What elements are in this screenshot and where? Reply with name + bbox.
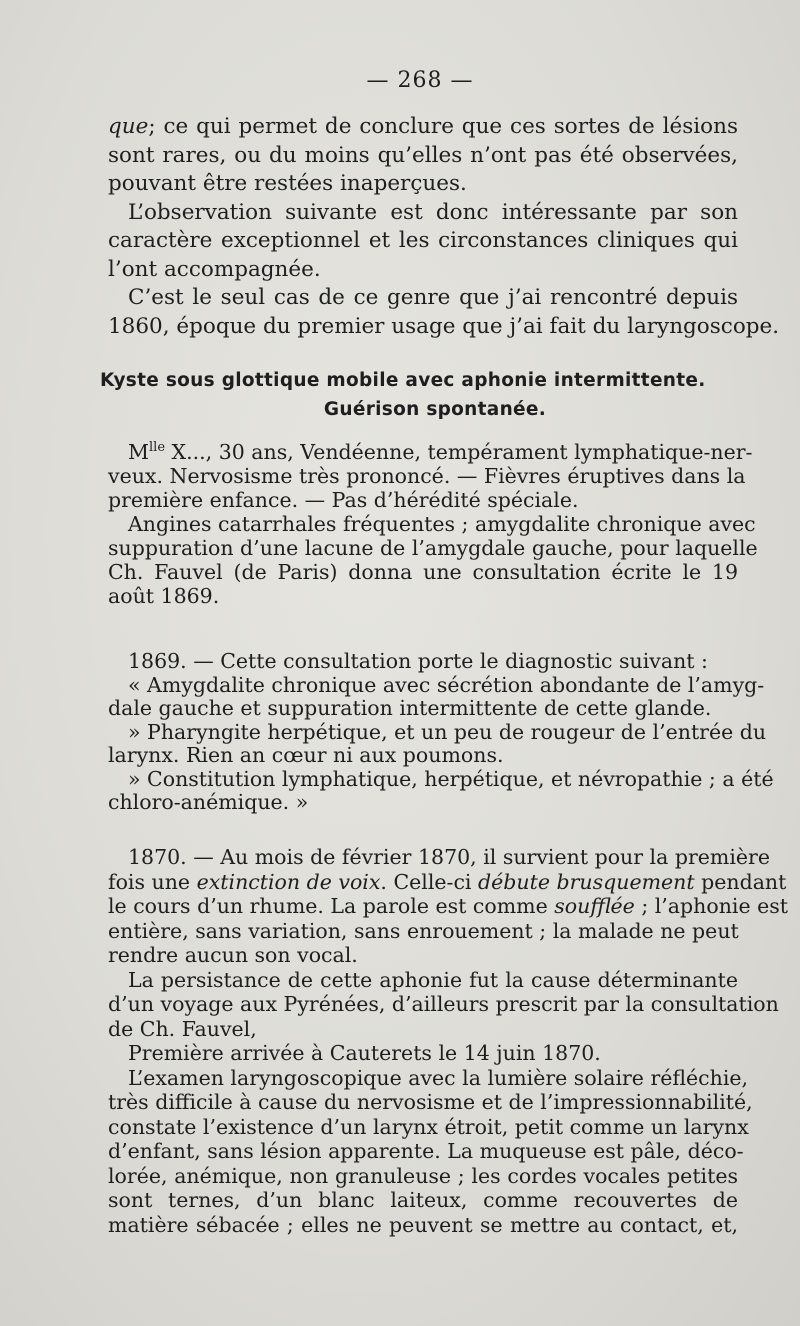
text-line: sont rares, ou du moins qu’elles n’ont pas été observées, [108,142,738,168]
text-line: L’observation suivante est donc intéressante par son [128,199,738,225]
page-number: — 268 — [366,68,474,93]
consultation-text [108,649,774,815]
text-line: $M^{lle}$ X..., 30 ans, Vendéenne, tempérament lymphatique-ner- [128,440,753,464]
italic-text: soufflée [554,894,635,918]
intro-text [108,113,780,341]
text-line: entière, sans variation, sans enrouement ; la malade ne peut [108,918,739,943]
text-line: « Amygdalite chronique avec sécrétion abondante de l’amyg- [128,672,765,697]
section-heading [100,366,740,424]
italic-text: que [108,114,149,139]
text-line: première enfance. — Pas d’hérédité spéciale. [108,488,579,512]
text-line: d’un voyage aux Pyrénées, d’ailleurs prescrit par la consultation [108,992,779,1016]
text-line: l’ont accompagnée. [108,256,321,282]
case-description [108,440,758,608]
text-line: constate l’existence d’un larynx étroit, petit comme un larynx [108,1114,749,1139]
text-line: dale gauche et suppuration intermittente de cette glande. [108,696,712,720]
text-line: fois une extinction de voix. Celle-ci débute brusquement pendant [108,869,787,894]
heading-line-1: Kyste sous glottique mobile avec aphonie intermittente. [100,370,706,391]
text-line: que; ce qui permet de conclure que ces sortes de lésions [108,114,738,139]
text-line: chloro-anémique. » [108,790,309,814]
text-line: C’est le seul cas de ce genre que j’ai rencontré depuis [128,285,738,310]
text-line: caractère exceptionnel et les circonstances cliniques qui [108,228,738,253]
text-line: pouvant être restées inaperçues. [108,171,467,196]
text-line: rendre aucun son vocal. [108,943,358,967]
text-line: sont ternes, d’un blanc laiteux, comme recouvertes de [108,1188,738,1212]
text-line: 1870. — Au mois de février 1870, il survient pour la première [128,845,770,869]
superscript: lle [149,440,166,456]
evolution-text [108,845,788,1237]
text-line: larynx. Rien an cœur ni aux poumons. [108,743,504,767]
italic-text: extinction de voix [196,869,381,894]
heading-line-2: Guérison spontanée. [323,399,547,420]
text-line: » Pharyngite herpétique, et un peu de rougeur de l’entrée du [128,719,767,744]
text-line: août 1869. [108,584,220,608]
text-line: 1869. — Cette consultation porte le diagnostic suivant : [128,649,708,673]
text-line: le cours d’un rhume. La parole est comme soufflée ; l’aphonie est [108,894,788,918]
text-line: La persistance de cette aphonie fut la cause déterminante [128,967,738,992]
text-line: Ch. Fauvel (de Paris) donna une consultation écrite le 19 [108,560,738,584]
text-line: » Constitution lymphatique, herpétique, et névropathie ; a été [128,766,774,791]
text-line: très difficile à cause du nervosisme et de l’impressionnabilité, [108,1090,753,1114]
text-line: d’enfant, sans lésion apparente. La muqueuse est pâle, déco- [108,1139,744,1163]
text-line: Angines catarrhales fréquentes ; amygdalite chronique avec [128,512,756,536]
text-line: de Ch. Fauvel, [108,1016,257,1041]
text-line: matière sébacée ; elles ne peuvent se mettre au contact, et, [108,1212,738,1237]
text-line: veux. Nervosisme très prononcé. — Fièvres éruptives dans la [108,464,746,488]
text-line: L’examen laryngoscopique avec la lumière solaire réfléchie, [128,1065,749,1090]
text-line: suppuration d’une lacune de l’amygdale gauche, pour laquelle [108,536,758,560]
text-line: lorée, anémique, non granuleuse ; les cordes vocales petites [108,1163,738,1188]
italic-text: débute brusquement [478,869,695,894]
text-line: 1860, époque du premier usage que j’ai fait du laryngoscope. [108,313,780,339]
text-line: Première arrivée à Cauterets le 14 juin 1870. [128,1041,601,1065]
